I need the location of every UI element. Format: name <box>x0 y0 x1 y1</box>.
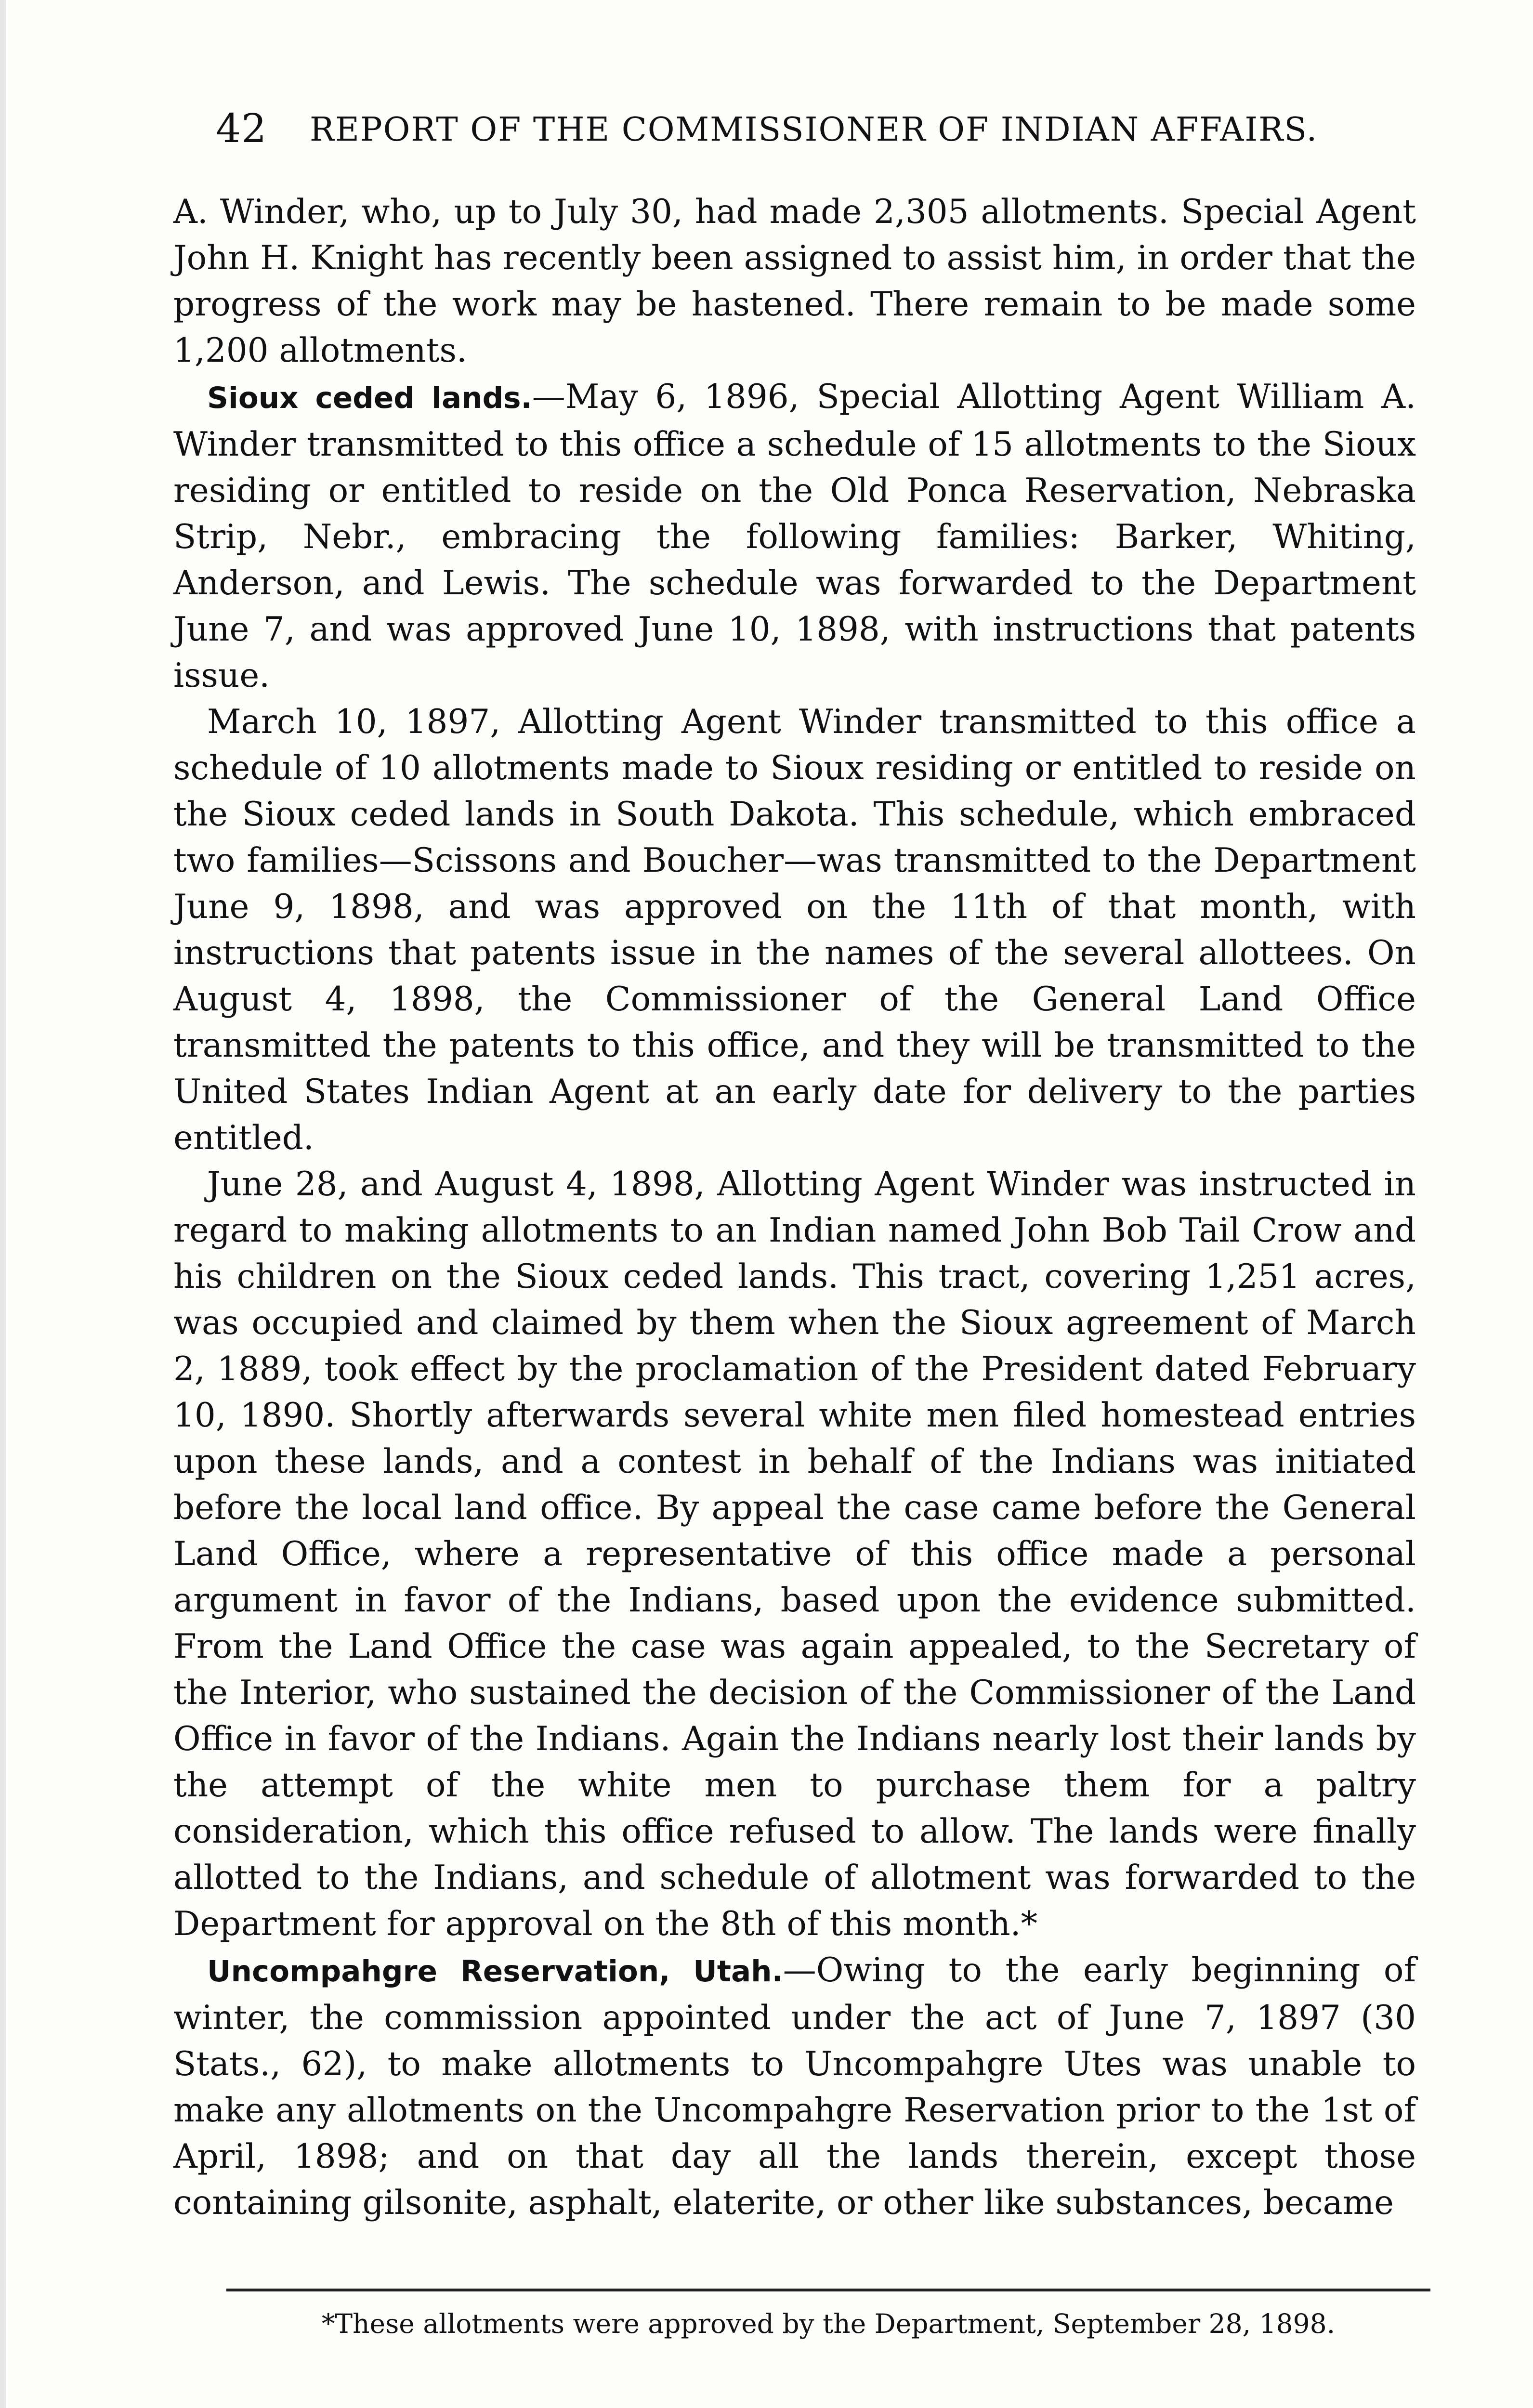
paragraph-sioux-ceded-lands <box>173 374 1416 699</box>
footnote: *These allotments were approved by the Department, September 28, 1898. <box>321 2308 1336 2339</box>
paragraph-march-1897 <box>173 699 1416 1161</box>
run-in-heading: Uncompahgre Reservation, Utah. <box>207 1954 783 1989</box>
page-header <box>216 106 1333 159</box>
paragraph-text: June 28, and August 4, 1898, Allotting Agent Winder was instructed in regard to making allotments to an Indian named John Bob Tail Crow and his children on the Sioux ceded lands. This tract, covering 1,251 acres, was occupied and claimed by them when the Sioux agreement of March 2, 1889, took effect by the proclamation of the President dated February 10, 1890. Shortly afterwards several white men filed homestead entries upon these lands, and a contest in behalf of the Indians was initiated before the local land office. By appeal the case came before the General Land Office, where a representative of this office made a personal argument in favor of the Indians, based upon the evidence submitted. From the Land Office the case was again appealed, to the Secretary of the Interior, who sustained the decision of the Commissioner of the Land Office in favor of the Indians. Again the Indians nearly lost their lands by the attempt of the white men to purchase them for a paltry consideration, which this office refused to allow. The lands were finally allotted to the Indians, and schedule of allotment was forwarded to the Department for approval on the 8th of this month.* <box>173 1165 1416 1943</box>
scan-left-edge <box>0 0 6 2408</box>
paragraph-text: —Owing to the early beginning of winter, the commission appointed under the act of June 7, 1897 (30 Stats., 62), to make allotments to Uncompahgre Utes was unable to make any allotments on the Uncompahgre Reservation prior to the 1st of April, 1898; and on that day all the lands therein, except those containing gilsonite, asphalt, elaterite, or other like substances, became <box>173 1951 1416 2222</box>
paragraph-continuation <box>173 189 1416 374</box>
paragraph-text: March 10, 1897, Allotting Agent Winder transmitted to this office a schedule of 10 allotments made to Sioux residing or entitled to reside on the Sioux ceded lands in South Dakota. This schedule, which embraced two families—Scissons and Boucher—was transmitted to the Department June 9, 1898, and was approved on the 11th of that month, with instructions that patents issue in the names of the several allottees. On August 4, 1898, the Commissioner of the General Land Office transmitted the patents to this office, and they will be transmitted to the United States Indian Agent at an early date for delivery to the parties entitled. <box>173 703 1416 1157</box>
running-title: REPORT OF THE COMMISSIONER OF INDIAN AFFAIRS. <box>310 111 1318 149</box>
paragraph-uncompahgre <box>173 1947 1416 2226</box>
body-text <box>173 189 1416 2226</box>
run-in-heading: Sioux ceded lands. <box>207 381 532 415</box>
paragraph-text: —May 6, 1896, Special Allotting Agent William A. Winder transmitted to this office a schedule of 15 allotments to the Sioux residing or entitled to reside on the Old Ponca Reservation, Nebraska Strip, Nebr., embracing the following families: Barker, Whiting, Anderson, and Lewis. The schedule was forwarded to the Department June 7, and was approved June 10, 1898, with instructions that patents issue. <box>173 378 1416 695</box>
footnote-rule <box>226 2289 1430 2291</box>
paragraph-june-1898 <box>173 1161 1416 1947</box>
page-number: 42 <box>216 106 267 152</box>
paragraph-text: A. Winder, who, up to July 30, had made 2,305 allotments. Special Agent John H. Knight has recently been assigned to assist him, in order that the progress of the work may be hastened. There remain to be made some 1,200 allotments. <box>173 193 1416 370</box>
